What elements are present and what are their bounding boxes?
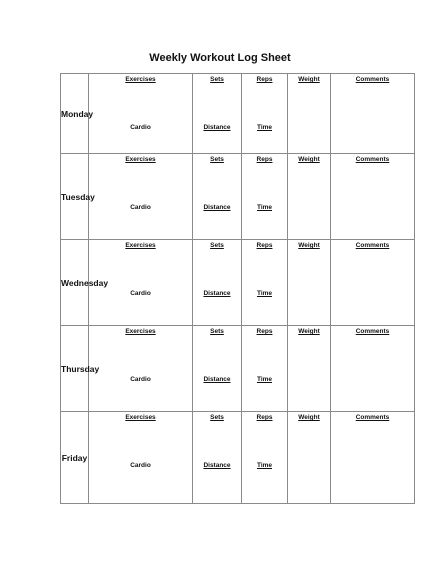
- reps-header: Reps: [256, 328, 273, 335]
- cardio-label: Cardio: [130, 290, 151, 297]
- workout-log-table: [60, 73, 415, 504]
- distance-label: Distance: [203, 290, 231, 297]
- page-title: Weekly Workout Log Sheet: [149, 52, 291, 64]
- day-label: Thursday: [61, 326, 89, 412]
- sets-header: Sets: [210, 242, 224, 249]
- time-label: Time: [256, 204, 273, 211]
- sets-header: Sets: [210, 328, 224, 335]
- reps-cell[interactable]: [242, 240, 288, 326]
- weight-header: Weight: [298, 76, 320, 83]
- reps-header: Reps: [256, 76, 273, 83]
- cardio-label: Cardio: [130, 376, 151, 383]
- time-label: Time: [256, 290, 273, 297]
- comments-header: Comments: [355, 156, 390, 163]
- exercises-header: Exercises: [125, 242, 156, 249]
- comments-header: Comments: [355, 76, 390, 83]
- distance-label: Distance: [203, 376, 231, 383]
- day-row: [61, 326, 415, 412]
- sets-cell[interactable]: [193, 412, 242, 504]
- day-label: Monday: [61, 74, 89, 154]
- exercises-header: Exercises: [125, 156, 156, 163]
- exercises-header: Exercises: [125, 76, 156, 83]
- comments-header: Comments: [355, 328, 390, 335]
- weight-header: Weight: [298, 328, 320, 335]
- reps-cell[interactable]: [242, 326, 288, 412]
- time-label: Time: [256, 376, 273, 383]
- sets-cell[interactable]: [193, 240, 242, 326]
- sets-header: Sets: [210, 414, 224, 421]
- comments-cell[interactable]: [331, 240, 415, 326]
- sets-header: Sets: [210, 156, 224, 163]
- day-row: [61, 154, 415, 240]
- weight-cell[interactable]: [288, 154, 331, 240]
- exercises-cell[interactable]: [89, 154, 193, 240]
- distance-label: Distance: [203, 204, 231, 211]
- time-label: Time: [256, 462, 273, 469]
- exercises-cell[interactable]: [89, 326, 193, 412]
- reps-header: Reps: [256, 242, 273, 249]
- comments-cell[interactable]: [331, 326, 415, 412]
- reps-cell[interactable]: [242, 412, 288, 504]
- weight-cell[interactable]: [288, 74, 331, 154]
- cardio-label: Cardio: [130, 462, 151, 469]
- weight-header: Weight: [298, 242, 320, 249]
- exercises-header: Exercises: [125, 328, 156, 335]
- day-row: [61, 74, 415, 154]
- day-row: [61, 412, 415, 504]
- weight-header: Weight: [298, 414, 320, 421]
- day-label: Friday: [61, 412, 89, 504]
- day-row: [61, 240, 415, 326]
- exercises-cell[interactable]: [89, 412, 193, 504]
- comments-header: Comments: [355, 414, 390, 421]
- weight-cell[interactable]: [288, 326, 331, 412]
- weight-cell[interactable]: [288, 412, 331, 504]
- sets-cell[interactable]: [193, 154, 242, 240]
- reps-header: Reps: [256, 156, 273, 163]
- day-label: Tuesday: [61, 154, 89, 240]
- weight-cell[interactable]: [288, 240, 331, 326]
- cardio-label: Cardio: [130, 204, 151, 211]
- sets-cell[interactable]: [193, 326, 242, 412]
- cardio-label: Cardio: [130, 124, 151, 131]
- reps-cell[interactable]: [242, 154, 288, 240]
- comments-cell[interactable]: [331, 74, 415, 154]
- comments-header: Comments: [355, 242, 390, 249]
- comments-cell[interactable]: [331, 154, 415, 240]
- time-label: Time: [256, 124, 273, 131]
- weight-header: Weight: [298, 156, 320, 163]
- reps-cell[interactable]: [242, 74, 288, 154]
- day-label: Wednesday: [61, 240, 89, 326]
- distance-label: Distance: [203, 124, 231, 131]
- distance-label: Distance: [203, 462, 231, 469]
- reps-header: Reps: [256, 414, 273, 421]
- exercises-cell[interactable]: [89, 240, 193, 326]
- exercises-cell[interactable]: [89, 74, 193, 154]
- exercises-header: Exercises: [125, 414, 156, 421]
- sets-cell[interactable]: [193, 74, 242, 154]
- sets-header: Sets: [210, 76, 224, 83]
- comments-cell[interactable]: [331, 412, 415, 504]
